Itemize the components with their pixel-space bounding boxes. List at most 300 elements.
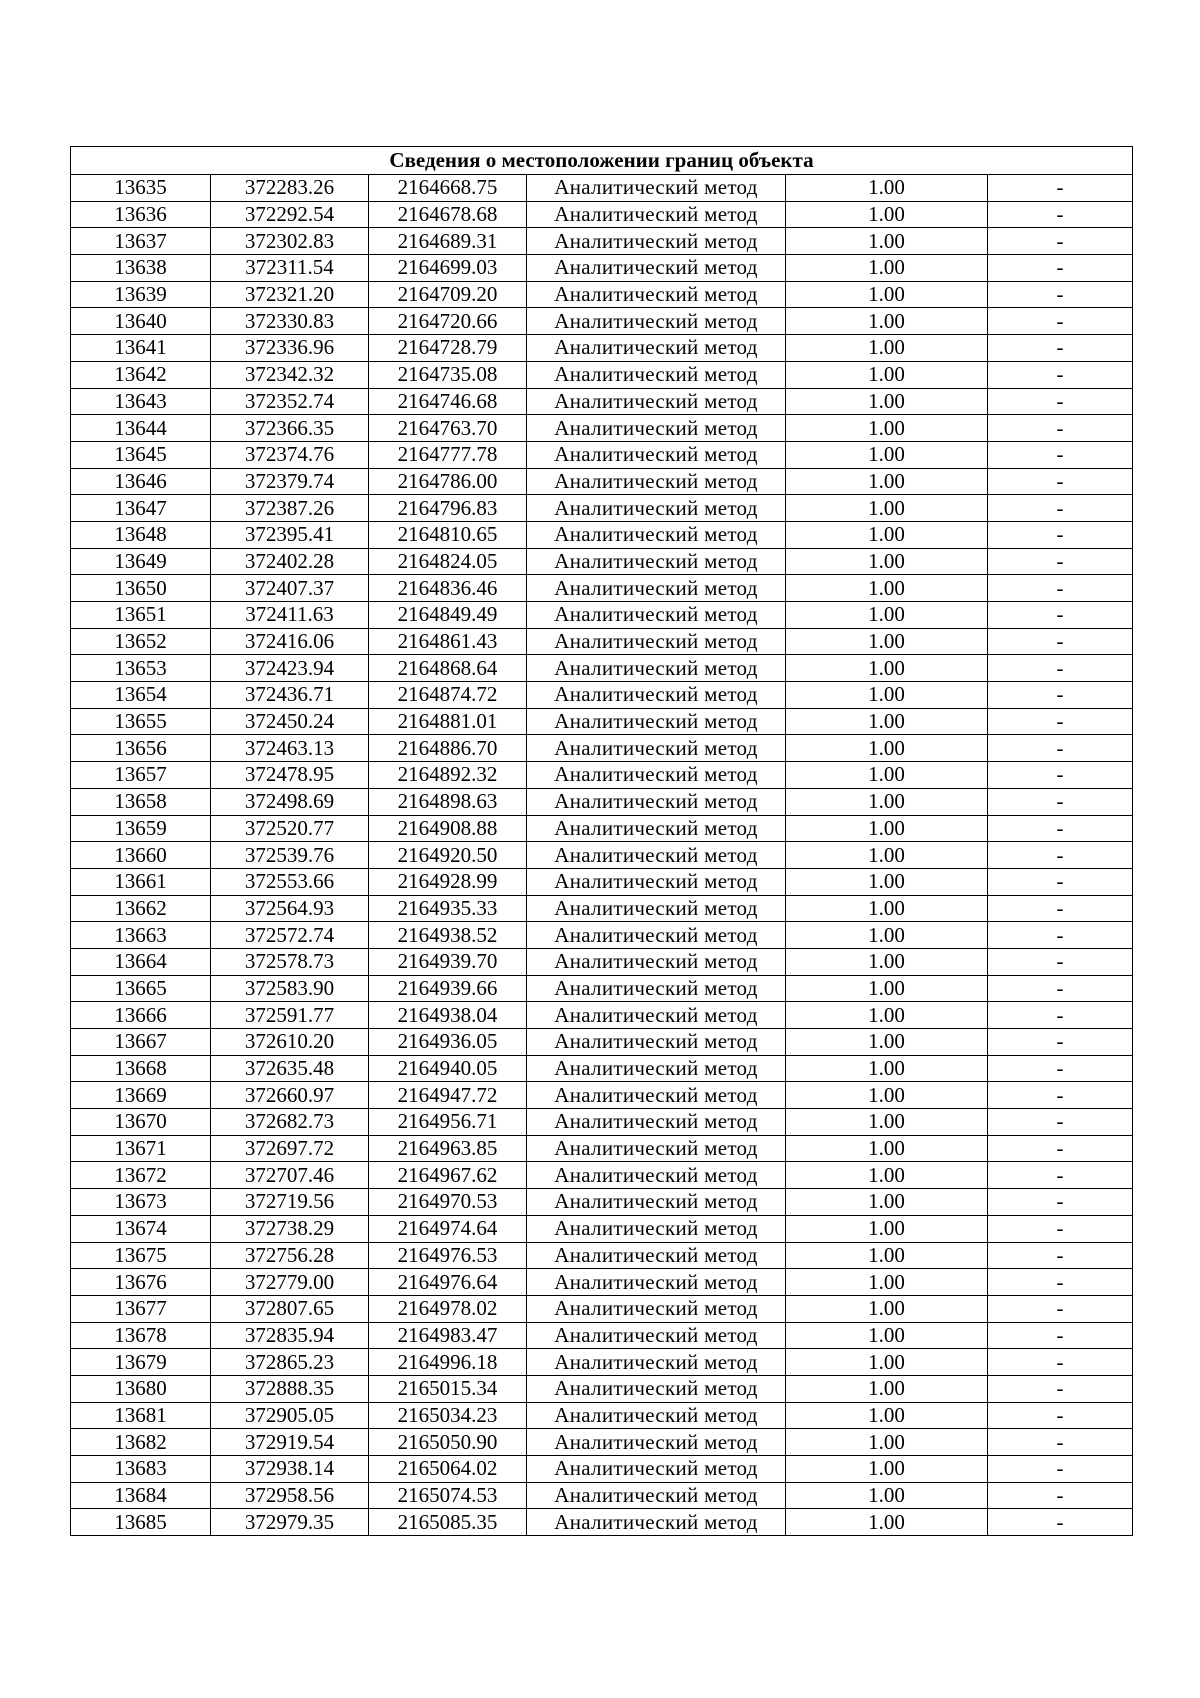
point-number-cell: 13640 [71, 308, 211, 335]
x-coordinate-cell: 372411.63 [211, 602, 369, 629]
x-coordinate-cell: 372719.56 [211, 1189, 369, 1216]
accuracy-cell: 1.00 [786, 948, 988, 975]
accuracy-cell: 1.00 [786, 922, 988, 949]
y-coordinate-cell: 2164881.01 [369, 708, 527, 735]
y-coordinate-cell: 2164908.88 [369, 815, 527, 842]
y-coordinate-cell: 2164824.05 [369, 548, 527, 575]
accuracy-cell: 1.00 [786, 1055, 988, 1082]
method-cell: Аналитический метод [527, 255, 786, 282]
y-coordinate-cell: 2164746.68 [369, 388, 527, 415]
description-cell: - [988, 255, 1133, 282]
y-coordinate-cell: 2164938.52 [369, 922, 527, 949]
accuracy-cell: 1.00 [786, 495, 988, 522]
table-row [71, 1002, 1133, 1029]
description-cell: - [988, 815, 1133, 842]
description-cell: - [988, 682, 1133, 709]
table-row [71, 201, 1133, 228]
y-coordinate-cell: 2164920.50 [369, 842, 527, 869]
y-coordinate-cell: 2164940.05 [369, 1055, 527, 1082]
x-coordinate-cell: 372835.94 [211, 1322, 369, 1349]
x-coordinate-cell: 372283.26 [211, 175, 369, 202]
point-number-cell: 13665 [71, 975, 211, 1002]
y-coordinate-cell: 2164939.70 [369, 948, 527, 975]
point-number-cell: 13678 [71, 1322, 211, 1349]
point-number-cell: 13673 [71, 1189, 211, 1216]
y-coordinate-cell: 2164974.64 [369, 1215, 527, 1242]
y-coordinate-cell: 2164763.70 [369, 415, 527, 442]
table-row [71, 975, 1133, 1002]
accuracy-cell: 1.00 [786, 281, 988, 308]
method-cell: Аналитический метод [527, 655, 786, 682]
x-coordinate-cell: 372553.66 [211, 868, 369, 895]
table-row [71, 682, 1133, 709]
table-row [71, 495, 1133, 522]
x-coordinate-cell: 372342.32 [211, 361, 369, 388]
method-cell: Аналитический метод [527, 1029, 786, 1056]
method-cell: Аналитический метод [527, 335, 786, 362]
method-cell: Аналитический метод [527, 682, 786, 709]
description-cell: - [988, 1055, 1133, 1082]
y-coordinate-cell: 2165074.53 [369, 1482, 527, 1509]
accuracy-cell: 1.00 [786, 468, 988, 495]
method-cell: Аналитический метод [527, 521, 786, 548]
y-coordinate-cell: 2164868.64 [369, 655, 527, 682]
y-coordinate-cell: 2164936.05 [369, 1029, 527, 1056]
point-number-cell: 13639 [71, 281, 211, 308]
method-cell: Аналитический метод [527, 762, 786, 789]
table-row [71, 1509, 1133, 1536]
table-row [71, 708, 1133, 735]
description-cell: - [988, 948, 1133, 975]
point-number-cell: 13664 [71, 948, 211, 975]
point-number-cell: 13655 [71, 708, 211, 735]
table-row [71, 1375, 1133, 1402]
method-cell: Аналитический метод [527, 735, 786, 762]
description-cell: - [988, 1322, 1133, 1349]
point-number-cell: 13685 [71, 1509, 211, 1536]
table-row [71, 228, 1133, 255]
method-cell: Аналитический метод [527, 1295, 786, 1322]
method-cell: Аналитический метод [527, 948, 786, 975]
y-coordinate-cell: 2164996.18 [369, 1349, 527, 1376]
method-cell: Аналитический метод [527, 1162, 786, 1189]
accuracy-cell: 1.00 [786, 1402, 988, 1429]
y-coordinate-cell: 2165015.34 [369, 1375, 527, 1402]
x-coordinate-cell: 372707.46 [211, 1162, 369, 1189]
table-row [71, 281, 1133, 308]
method-cell: Аналитический метод [527, 1269, 786, 1296]
y-coordinate-cell: 2165085.35 [369, 1509, 527, 1536]
point-number-cell: 13652 [71, 628, 211, 655]
method-cell: Аналитический метод [527, 575, 786, 602]
x-coordinate-cell: 372578.73 [211, 948, 369, 975]
table-row [71, 1055, 1133, 1082]
description-cell: - [988, 1269, 1133, 1296]
x-coordinate-cell: 372807.65 [211, 1295, 369, 1322]
description-cell: - [988, 788, 1133, 815]
description-cell: - [988, 1482, 1133, 1509]
accuracy-cell: 1.00 [786, 842, 988, 869]
accuracy-cell: 1.00 [786, 415, 988, 442]
point-number-cell: 13649 [71, 548, 211, 575]
description-cell: - [988, 1162, 1133, 1189]
x-coordinate-cell: 372610.20 [211, 1029, 369, 1056]
accuracy-cell: 1.00 [786, 602, 988, 629]
point-number-cell: 13660 [71, 842, 211, 869]
y-coordinate-cell: 2164983.47 [369, 1322, 527, 1349]
point-number-cell: 13679 [71, 1349, 211, 1376]
table-title: Сведения о местоположении границ объекта [71, 147, 1133, 175]
method-cell: Аналитический метод [527, 388, 786, 415]
accuracy-cell: 1.00 [786, 735, 988, 762]
table-row [71, 1482, 1133, 1509]
description-cell: - [988, 495, 1133, 522]
method-cell: Аналитический метод [527, 175, 786, 202]
point-number-cell: 13642 [71, 361, 211, 388]
table-row [71, 602, 1133, 629]
point-number-cell: 13635 [71, 175, 211, 202]
method-cell: Аналитический метод [527, 1055, 786, 1082]
method-cell: Аналитический метод [527, 1242, 786, 1269]
x-coordinate-cell: 372366.35 [211, 415, 369, 442]
table-row [71, 762, 1133, 789]
description-cell: - [988, 1349, 1133, 1376]
table-row [71, 468, 1133, 495]
y-coordinate-cell: 2164836.46 [369, 575, 527, 602]
point-number-cell: 13657 [71, 762, 211, 789]
x-coordinate-cell: 372336.96 [211, 335, 369, 362]
accuracy-cell: 1.00 [786, 1029, 988, 1056]
table-row [71, 441, 1133, 468]
method-cell: Аналитический метод [527, 975, 786, 1002]
description-cell: - [988, 308, 1133, 335]
table-row [71, 815, 1133, 842]
point-number-cell: 13681 [71, 1402, 211, 1429]
description-cell: - [988, 281, 1133, 308]
description-cell: - [988, 735, 1133, 762]
method-cell: Аналитический метод [527, 415, 786, 442]
x-coordinate-cell: 372697.72 [211, 1135, 369, 1162]
table-row [71, 308, 1133, 335]
point-number-cell: 13643 [71, 388, 211, 415]
point-number-cell: 13680 [71, 1375, 211, 1402]
y-coordinate-cell: 2164849.49 [369, 602, 527, 629]
method-cell: Аналитический метод [527, 548, 786, 575]
point-number-cell: 13672 [71, 1162, 211, 1189]
x-coordinate-cell: 372682.73 [211, 1109, 369, 1136]
point-number-cell: 13684 [71, 1482, 211, 1509]
point-number-cell: 13669 [71, 1082, 211, 1109]
method-cell: Аналитический метод [527, 1322, 786, 1349]
x-coordinate-cell: 372387.26 [211, 495, 369, 522]
point-number-cell: 13677 [71, 1295, 211, 1322]
x-coordinate-cell: 372919.54 [211, 1429, 369, 1456]
accuracy-cell: 1.00 [786, 788, 988, 815]
table-row [71, 788, 1133, 815]
accuracy-cell: 1.00 [786, 655, 988, 682]
point-number-cell: 13675 [71, 1242, 211, 1269]
description-cell: - [988, 1402, 1133, 1429]
accuracy-cell: 1.00 [786, 1322, 988, 1349]
y-coordinate-cell: 2164728.79 [369, 335, 527, 362]
method-cell: Аналитический метод [527, 1429, 786, 1456]
x-coordinate-cell: 372292.54 [211, 201, 369, 228]
method-cell: Аналитический метод [527, 361, 786, 388]
method-cell: Аналитический метод [527, 708, 786, 735]
table-body [71, 175, 1133, 1536]
point-number-cell: 13682 [71, 1429, 211, 1456]
accuracy-cell: 1.00 [786, 1109, 988, 1136]
table-row [71, 895, 1133, 922]
method-cell: Аналитический метод [527, 922, 786, 949]
x-coordinate-cell: 372407.37 [211, 575, 369, 602]
method-cell: Аналитический метод [527, 842, 786, 869]
accuracy-cell: 1.00 [786, 1242, 988, 1269]
x-coordinate-cell: 372979.35 [211, 1509, 369, 1536]
x-coordinate-cell: 372311.54 [211, 255, 369, 282]
accuracy-cell: 1.00 [786, 628, 988, 655]
table-row [71, 1109, 1133, 1136]
accuracy-cell: 1.00 [786, 815, 988, 842]
method-cell: Аналитический метод [527, 228, 786, 255]
y-coordinate-cell: 2164892.32 [369, 762, 527, 789]
accuracy-cell: 1.00 [786, 228, 988, 255]
x-coordinate-cell: 372423.94 [211, 655, 369, 682]
x-coordinate-cell: 372905.05 [211, 1402, 369, 1429]
accuracy-cell: 1.00 [786, 1189, 988, 1216]
accuracy-cell: 1.00 [786, 1482, 988, 1509]
accuracy-cell: 1.00 [786, 388, 988, 415]
x-coordinate-cell: 372564.93 [211, 895, 369, 922]
point-number-cell: 13645 [71, 441, 211, 468]
description-cell: - [988, 895, 1133, 922]
y-coordinate-cell: 2164668.75 [369, 175, 527, 202]
method-cell: Аналитический метод [527, 1375, 786, 1402]
description-cell: - [988, 1215, 1133, 1242]
description-cell: - [988, 1509, 1133, 1536]
y-coordinate-cell: 2165034.23 [369, 1402, 527, 1429]
description-cell: - [988, 842, 1133, 869]
y-coordinate-cell: 2164709.20 [369, 281, 527, 308]
description-cell: - [988, 548, 1133, 575]
description-cell: - [988, 441, 1133, 468]
x-coordinate-cell: 372756.28 [211, 1242, 369, 1269]
description-cell: - [988, 175, 1133, 202]
point-number-cell: 13656 [71, 735, 211, 762]
table-row [71, 628, 1133, 655]
description-cell: - [988, 1295, 1133, 1322]
y-coordinate-cell: 2164810.65 [369, 521, 527, 548]
method-cell: Аналитический метод [527, 495, 786, 522]
y-coordinate-cell: 2164967.62 [369, 1162, 527, 1189]
description-cell: - [988, 388, 1133, 415]
method-cell: Аналитический метод [527, 1456, 786, 1483]
accuracy-cell: 1.00 [786, 1295, 988, 1322]
description-cell: - [988, 602, 1133, 629]
method-cell: Аналитический метод [527, 1189, 786, 1216]
description-cell: - [988, 468, 1133, 495]
method-cell: Аналитический метод [527, 1509, 786, 1536]
description-cell: - [988, 228, 1133, 255]
accuracy-cell: 1.00 [786, 1375, 988, 1402]
x-coordinate-cell: 372635.48 [211, 1055, 369, 1082]
point-number-cell: 13663 [71, 922, 211, 949]
description-cell: - [988, 1109, 1133, 1136]
point-number-cell: 13653 [71, 655, 211, 682]
table-title-row [71, 147, 1133, 175]
x-coordinate-cell: 372958.56 [211, 1482, 369, 1509]
point-number-cell: 13662 [71, 895, 211, 922]
method-cell: Аналитический метод [527, 441, 786, 468]
x-coordinate-cell: 372302.83 [211, 228, 369, 255]
x-coordinate-cell: 372379.74 [211, 468, 369, 495]
accuracy-cell: 1.00 [786, 308, 988, 335]
point-number-cell: 13683 [71, 1456, 211, 1483]
table-row [71, 1269, 1133, 1296]
table-row [71, 575, 1133, 602]
y-coordinate-cell: 2164978.02 [369, 1295, 527, 1322]
point-number-cell: 13667 [71, 1029, 211, 1056]
description-cell: - [988, 201, 1133, 228]
table-row [71, 175, 1133, 202]
point-number-cell: 13637 [71, 228, 211, 255]
method-cell: Аналитический метод [527, 281, 786, 308]
y-coordinate-cell: 2164886.70 [369, 735, 527, 762]
table-row [71, 1429, 1133, 1456]
point-number-cell: 13670 [71, 1109, 211, 1136]
table-row [71, 1029, 1133, 1056]
method-cell: Аналитический метод [527, 1482, 786, 1509]
point-number-cell: 13676 [71, 1269, 211, 1296]
y-coordinate-cell: 2164777.78 [369, 441, 527, 468]
accuracy-cell: 1.00 [786, 361, 988, 388]
y-coordinate-cell: 2164786.00 [369, 468, 527, 495]
y-coordinate-cell: 2164939.66 [369, 975, 527, 1002]
method-cell: Аналитический метод [527, 1002, 786, 1029]
table-row [71, 922, 1133, 949]
accuracy-cell: 1.00 [786, 548, 988, 575]
method-cell: Аналитический метод [527, 788, 786, 815]
method-cell: Аналитический метод [527, 308, 786, 335]
y-coordinate-cell: 2164970.53 [369, 1189, 527, 1216]
description-cell: - [988, 922, 1133, 949]
accuracy-cell: 1.00 [786, 441, 988, 468]
description-cell: - [988, 628, 1133, 655]
x-coordinate-cell: 372374.76 [211, 441, 369, 468]
method-cell: Аналитический метод [527, 602, 786, 629]
table-row [71, 415, 1133, 442]
table-row [71, 361, 1133, 388]
table-row [71, 948, 1133, 975]
table-row [71, 1189, 1133, 1216]
x-coordinate-cell: 372591.77 [211, 1002, 369, 1029]
x-coordinate-cell: 372352.74 [211, 388, 369, 415]
table-row [71, 521, 1133, 548]
description-cell: - [988, 655, 1133, 682]
table-row [71, 842, 1133, 869]
y-coordinate-cell: 2164963.85 [369, 1135, 527, 1162]
y-coordinate-cell: 2164938.04 [369, 1002, 527, 1029]
y-coordinate-cell: 2164976.64 [369, 1269, 527, 1296]
x-coordinate-cell: 372888.35 [211, 1375, 369, 1402]
method-cell: Аналитический метод [527, 468, 786, 495]
x-coordinate-cell: 372330.83 [211, 308, 369, 335]
y-coordinate-cell: 2164735.08 [369, 361, 527, 388]
y-coordinate-cell: 2164935.33 [369, 895, 527, 922]
description-cell: - [988, 361, 1133, 388]
description-cell: - [988, 335, 1133, 362]
method-cell: Аналитический метод [527, 1082, 786, 1109]
method-cell: Аналитический метод [527, 815, 786, 842]
x-coordinate-cell: 372436.71 [211, 682, 369, 709]
description-cell: - [988, 1189, 1133, 1216]
point-number-cell: 13674 [71, 1215, 211, 1242]
y-coordinate-cell: 2164898.63 [369, 788, 527, 815]
point-number-cell: 13659 [71, 815, 211, 842]
accuracy-cell: 1.00 [786, 1082, 988, 1109]
method-cell: Аналитический метод [527, 1402, 786, 1429]
x-coordinate-cell: 372539.76 [211, 842, 369, 869]
point-number-cell: 13646 [71, 468, 211, 495]
y-coordinate-cell: 2164699.03 [369, 255, 527, 282]
description-cell: - [988, 1375, 1133, 1402]
table-row [71, 1456, 1133, 1483]
accuracy-cell: 1.00 [786, 255, 988, 282]
x-coordinate-cell: 372402.28 [211, 548, 369, 575]
accuracy-cell: 1.00 [786, 1269, 988, 1296]
accuracy-cell: 1.00 [786, 975, 988, 1002]
y-coordinate-cell: 2164678.68 [369, 201, 527, 228]
y-coordinate-cell: 2164689.31 [369, 228, 527, 255]
accuracy-cell: 1.00 [786, 335, 988, 362]
table-row [71, 1242, 1133, 1269]
x-coordinate-cell: 372478.95 [211, 762, 369, 789]
description-cell: - [988, 708, 1133, 735]
description-cell: - [988, 762, 1133, 789]
y-coordinate-cell: 2164976.53 [369, 1242, 527, 1269]
table-row [71, 548, 1133, 575]
accuracy-cell: 1.00 [786, 1456, 988, 1483]
point-number-cell: 13638 [71, 255, 211, 282]
y-coordinate-cell: 2164956.71 [369, 1109, 527, 1136]
accuracy-cell: 1.00 [786, 1509, 988, 1536]
description-cell: - [988, 975, 1133, 1002]
x-coordinate-cell: 372583.90 [211, 975, 369, 1002]
accuracy-cell: 1.00 [786, 1349, 988, 1376]
accuracy-cell: 1.00 [786, 1215, 988, 1242]
point-number-cell: 13647 [71, 495, 211, 522]
accuracy-cell: 1.00 [786, 682, 988, 709]
method-cell: Аналитический метод [527, 1135, 786, 1162]
point-number-cell: 13650 [71, 575, 211, 602]
x-coordinate-cell: 372450.24 [211, 708, 369, 735]
method-cell: Аналитический метод [527, 201, 786, 228]
x-coordinate-cell: 372498.69 [211, 788, 369, 815]
accuracy-cell: 1.00 [786, 708, 988, 735]
table-row [71, 1402, 1133, 1429]
x-coordinate-cell: 372321.20 [211, 281, 369, 308]
boundary-table [70, 146, 1133, 1536]
description-cell: - [988, 1135, 1133, 1162]
point-number-cell: 13644 [71, 415, 211, 442]
description-cell: - [988, 1029, 1133, 1056]
y-coordinate-cell: 2164861.43 [369, 628, 527, 655]
y-coordinate-cell: 2164874.72 [369, 682, 527, 709]
point-number-cell: 13658 [71, 788, 211, 815]
point-number-cell: 13666 [71, 1002, 211, 1029]
y-coordinate-cell: 2164720.66 [369, 308, 527, 335]
x-coordinate-cell: 372779.00 [211, 1269, 369, 1296]
